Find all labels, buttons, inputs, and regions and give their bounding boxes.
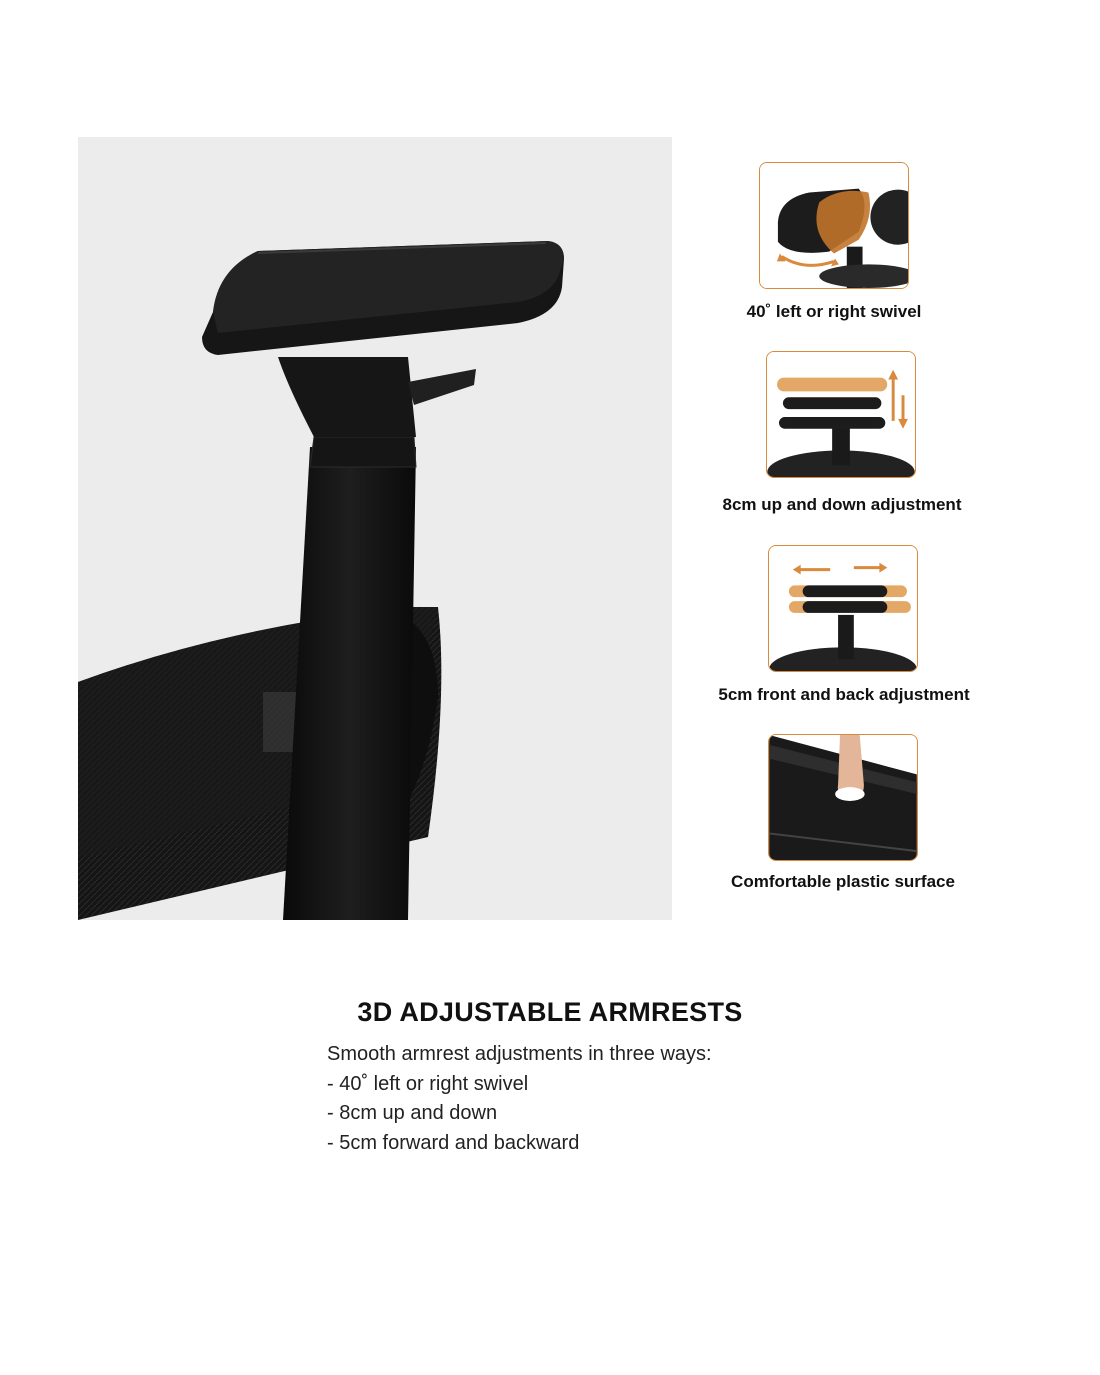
description-line: - 40˚ left or right swivel xyxy=(327,1072,529,1095)
feature-caption-height: 8cm up and down adjustment xyxy=(722,495,962,514)
surface-thumbnail xyxy=(768,734,918,861)
feature-caption-depth: 5cm front and back adjustment xyxy=(718,685,970,704)
description-line: - 5cm forward and backward xyxy=(327,1131,580,1154)
section-title: 3D ADJUSTABLE ARMRESTS xyxy=(357,997,743,1027)
armrest-depth-icon xyxy=(769,546,917,671)
feature-caption-swivel: 40˚ left or right swivel xyxy=(746,302,922,321)
depth-thumbnail xyxy=(768,545,918,672)
armrest-swivel-icon xyxy=(760,163,908,288)
feature-caption-surface: Comfortable plastic surface xyxy=(731,872,955,891)
swivel-thumbnail xyxy=(759,162,909,289)
description-line: Smooth armrest adjustments in three ways: xyxy=(327,1043,712,1065)
description-line: - 8cm up and down xyxy=(327,1102,498,1124)
armrest-height-icon xyxy=(767,352,915,477)
armrest-surface-icon xyxy=(769,735,917,860)
section-description xyxy=(327,1040,847,1158)
height-thumbnail xyxy=(766,351,916,478)
hero-armrest-image xyxy=(78,137,672,920)
